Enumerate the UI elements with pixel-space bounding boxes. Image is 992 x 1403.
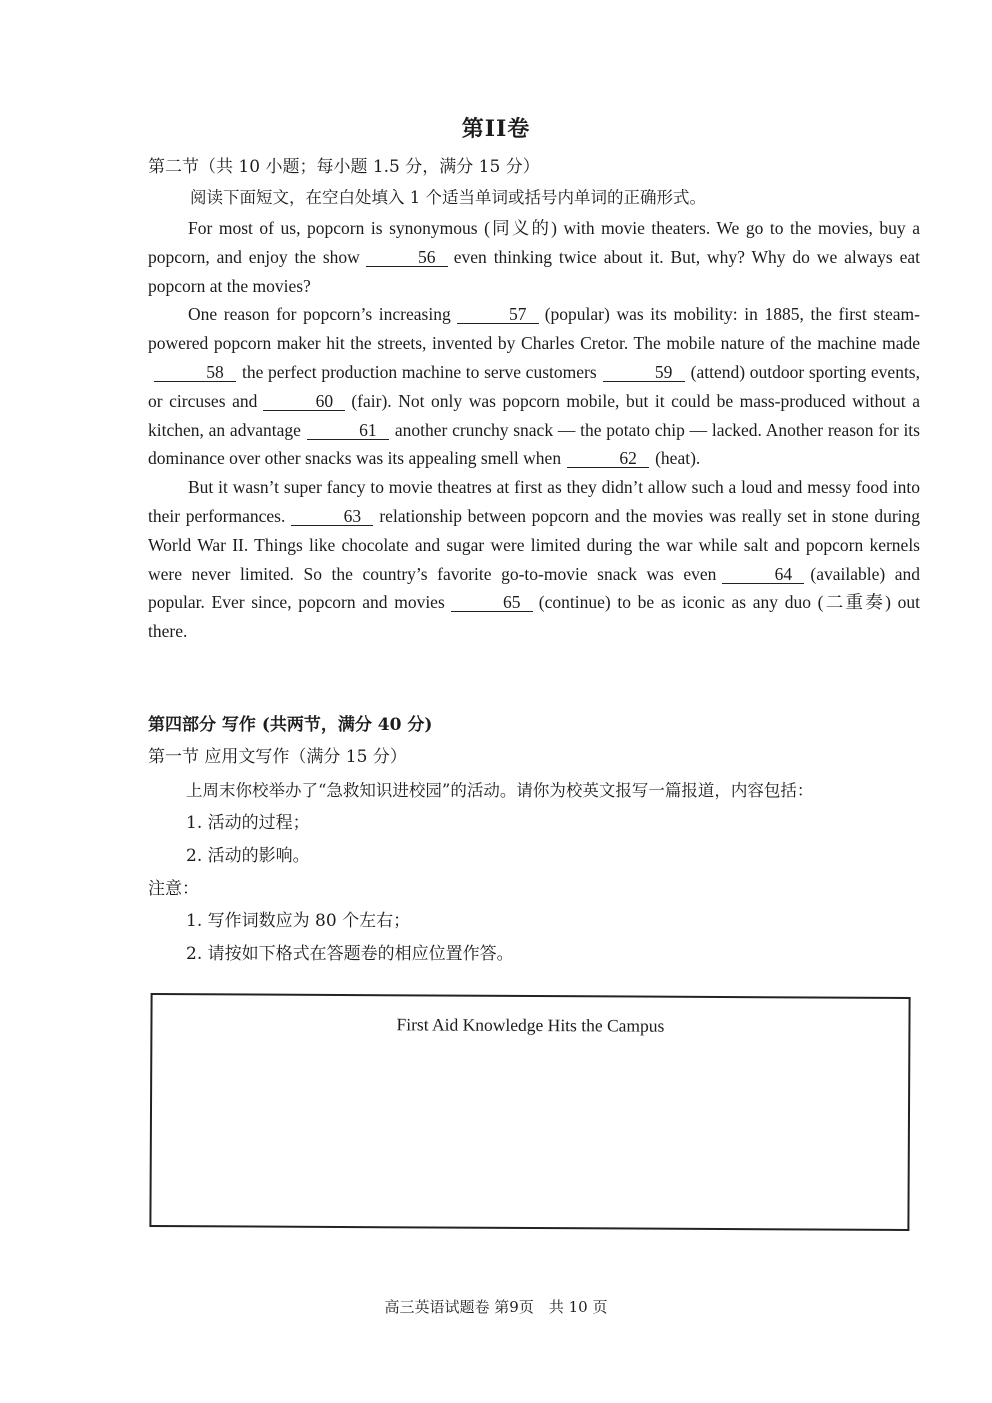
answer-format-box xyxy=(149,993,910,1231)
blank-59: 59 xyxy=(603,363,685,382)
passage-text: (available) and popular. Ever since, popcorn and movies xyxy=(148,563,921,613)
passage-text: (popular) was its mobility: in 1885, the first steam-powered popcorn maker hit the streets, invented by Charles Cretor. The mobile nature of the machine made xyxy=(148,304,920,354)
passage-paragraph-2 xyxy=(148,300,920,473)
passage-text: (heat). xyxy=(655,448,701,469)
passage-text: even thinking twice about it. But, why? Why do we always eat popcorn at the movies? xyxy=(148,246,920,296)
passage-text: One reason for popcorn’s increasing xyxy=(188,304,451,325)
note-item-1: 1. 写作词数应为 80 个左右； xyxy=(186,911,411,931)
blank-58: 58 xyxy=(154,363,236,382)
blank-62: 62 xyxy=(567,449,649,468)
passage-paragraph-1 xyxy=(148,214,920,300)
volume-title: 第II卷 xyxy=(461,116,531,142)
passage-text: the perfect production machine to serve customers xyxy=(242,361,597,382)
content-item-2: 2. 活动的影响。 xyxy=(186,846,310,866)
note-label: 注意： xyxy=(148,879,199,899)
passage-text: (fair). Not only was popcorn mobile, but it could be mass-produced without a kitchen, an advantage xyxy=(148,390,920,440)
blank-60: 60 xyxy=(263,392,345,411)
section2-heading: 第二节（共 10 小题；每小题 1.5 分，满分 15 分） xyxy=(148,157,540,177)
passage-text: For most of us, popcorn is synonymous (同义的) with movie theaters. We go to the movies, buy a popcorn, and enjoy the show xyxy=(148,218,920,267)
note-item-2: 2. 请按如下格式在答题卷的相应位置作答。 xyxy=(186,944,514,964)
passage-text: (attend) outdoor sporting events, or circuses and xyxy=(148,361,920,411)
passage-text: (continue) to be as iconic as any duo (二重奏) out there. xyxy=(148,592,920,642)
blank-56: 56 xyxy=(366,248,448,267)
part4-heading: 第四部分 写作 (共两节，满分 40 分) xyxy=(148,715,433,735)
blank-65: 65 xyxy=(451,593,533,612)
writing-section1-heading: 第一节 应用文写作（满分 15 分） xyxy=(148,747,407,767)
passage-text: But it wasn’t super fancy to movie theatres at first as they didn’t allow such a loud and messy food into their performances. xyxy=(148,477,920,526)
page-footer: 高三英语试题卷 第9页 共 10 页 xyxy=(384,1298,608,1316)
blank-63: 63 xyxy=(291,507,373,526)
cloze-passage xyxy=(148,214,920,646)
passage-text: relationship between popcorn and the movies was really set in stone during World War II. Things like chocolate and sugar were limited during the war while salt and popcorn kernels were never limited. So the country’s favorite go-to-movie snack was even xyxy=(148,505,921,584)
blank-64: 64 xyxy=(722,565,804,584)
content-item-1: 1. 活动的过程； xyxy=(186,813,310,833)
blank-61: 61 xyxy=(307,421,389,440)
blank-57: 57 xyxy=(457,305,539,324)
essay-title: First Aid Knowledge Hits the Campus xyxy=(396,1014,665,1036)
section2-instruction: 阅读下面短文，在空白处填入 1 个适当单词或括号内单词的正确形式。 xyxy=(190,188,706,207)
writing-prompt: 上周末你校举办了“急救知识进校园”的活动。请你为校英文报写一篇报道，内容包括： xyxy=(186,781,814,800)
passage-text: another crunchy snack — the potato chip — lacked. Another reason for its dominance over other snacks was its appealing smell when xyxy=(148,419,920,469)
passage-paragraph-3 xyxy=(148,473,920,646)
